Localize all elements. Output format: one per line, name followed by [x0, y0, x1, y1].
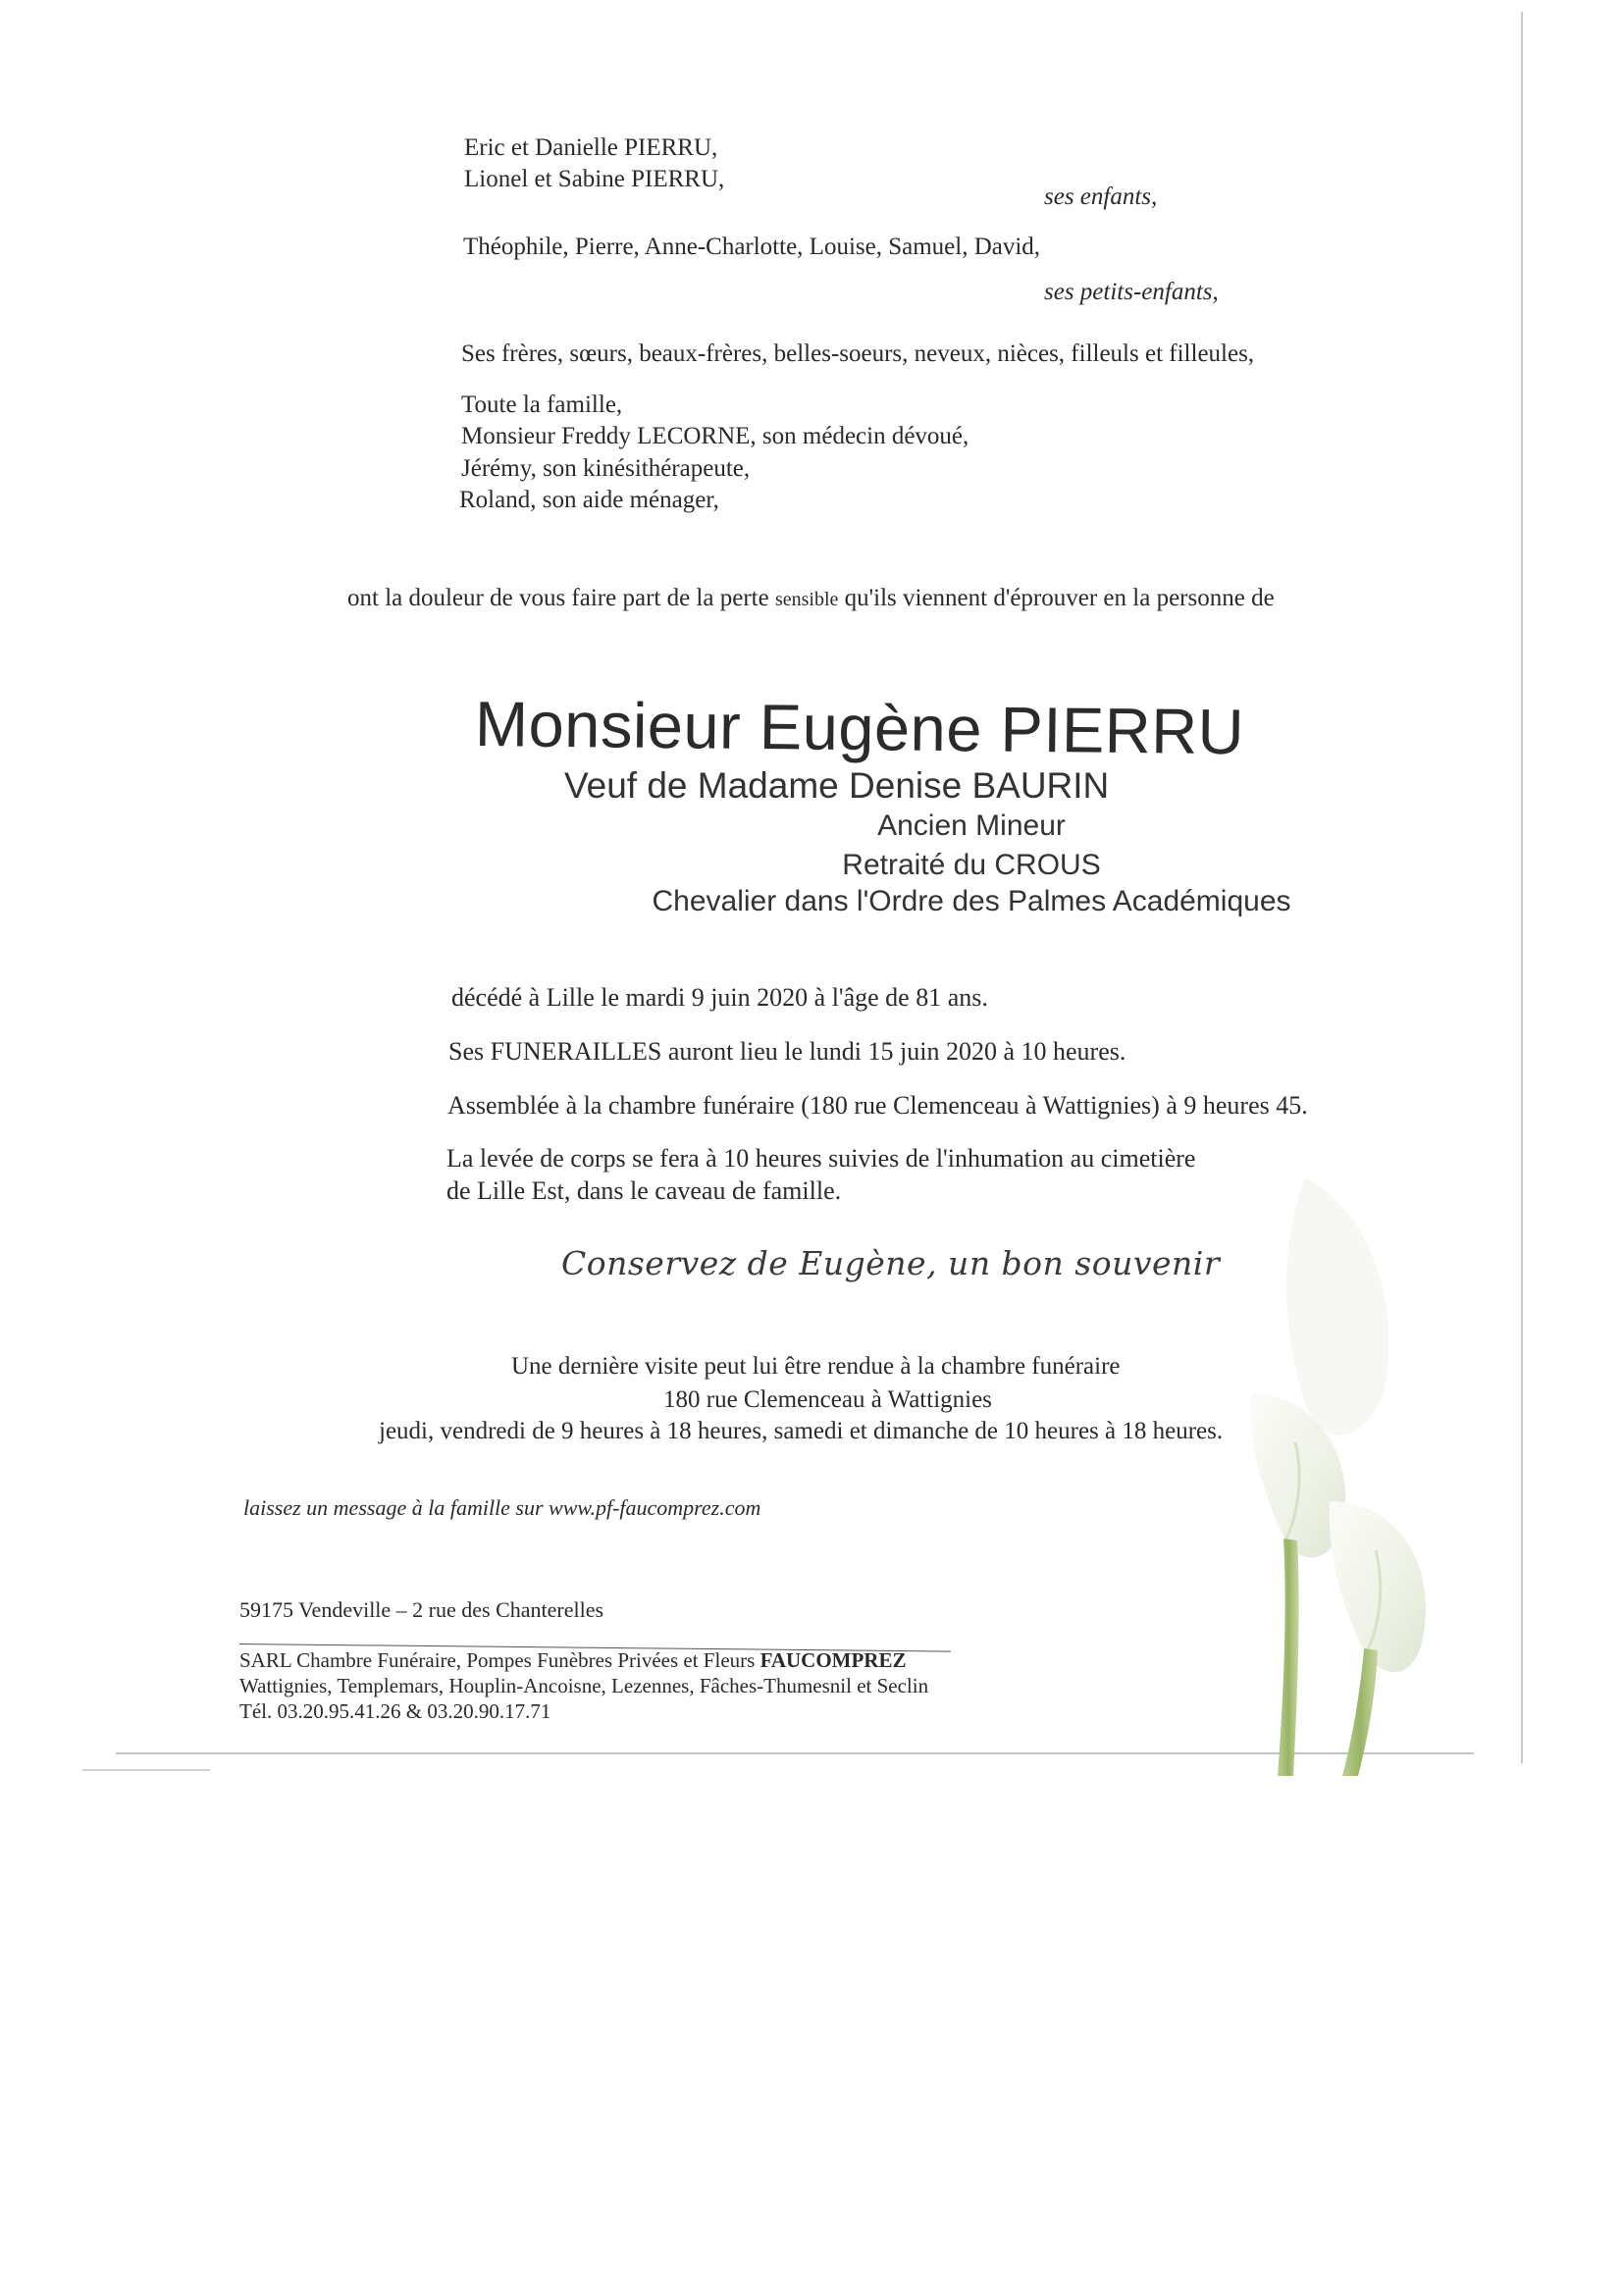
announcement-after: qu'ils viennent d'éprouver en la personne de	[844, 585, 1275, 611]
address-line: 59175 Vendeville – 2 rue des Chanterelles	[239, 1597, 604, 1622]
siblings-line: Ses frères, sœurs, beaux-frères, belles-soeurs, neveux, nièces, filleuls et filleules,	[461, 340, 1255, 367]
children-line-1: Eric et Danielle PIERRU,	[464, 134, 718, 161]
assembly-line: Assemblée à la chambre funéraire (180 rue Clemenceau à Wattignies) à 9 heures 45.	[447, 1091, 1308, 1120]
burial-line-2: de Lille Est, dans le caveau de famille.	[446, 1176, 842, 1205]
company-line-2: Wattignies, Templemars, Houplin-Ancoisne, Lezennes, Fâches-Thumesnil et Seclin	[239, 1674, 929, 1697]
company-name: FAUCOMPREZ	[759, 1648, 907, 1672]
others-line-2: Monsieur Freddy LECORNE, son médecin dévoué,	[461, 423, 969, 449]
deceased-title-2: Retraité du CROUS	[842, 849, 1101, 881]
deceased-title-3: Chevalier dans l'Ordre des Palmes Académiques	[652, 885, 1291, 917]
company-line-1-prefix: SARL Chambre Funéraire, Pompes Funèbres Privées et Fleurs	[239, 1648, 756, 1672]
visit-line-3: jeudi, vendredi de 9 heures à 18 heures, samedi et dimanche de 10 heures à 18 heures.	[379, 1418, 1224, 1444]
deceased-title-1: Ancien Mineur	[877, 809, 1066, 842]
others-line-1: Toute la famille,	[461, 391, 623, 418]
company-line-3: Tél. 03.20.95.41.26 & 03.20.90.17.71	[239, 1699, 551, 1723]
visit-line-1: Une dernière visite peut lui être rendue à la chambre funéraire	[511, 1353, 1121, 1380]
deceased-widower: Veuf de Madame Denise BAURIN	[564, 765, 1110, 806]
announcement-before: ont la douleur de vous faire part de la perte	[347, 585, 769, 611]
funeral-line: Ses FUNERAILLES auront lieu le lundi 15 juin 2020 à 10 heures.	[448, 1037, 1126, 1066]
scan-edge-bottom-left	[82, 1769, 210, 1771]
calla-lily-illustration	[1158, 1148, 1531, 1776]
motto: Conservez de Eugène, un bon souvenir	[561, 1244, 1221, 1282]
message-line: laissez un message à la famille sur www.pf-faucomprez.com	[243, 1495, 761, 1520]
burial-line-1: La levée de corps se fera à 10 heures suivies de l'inhumation au cimetière	[446, 1144, 1196, 1173]
children-caption: ses enfants,	[1044, 183, 1158, 210]
announcement-sensible: sensible	[774, 589, 839, 610]
children-line-2: Lionel et Sabine PIERRU,	[464, 166, 725, 192]
others-line-4: Roland, son aide ménager,	[459, 487, 719, 513]
company-line-1	[239, 1648, 907, 1672]
death-line: décédé à Lille le mardi 9 juin 2020 à l'âge de 81 ans.	[451, 983, 988, 1012]
deceased-name: Monsieur Eugène PIERRU	[474, 688, 1245, 768]
announcement-line	[347, 584, 1275, 614]
grandchildren-caption: ses petits-enfants,	[1044, 279, 1219, 305]
others-line-3: Jérémy, son kinésithérapeute,	[461, 455, 751, 482]
visit-line-2: 180 rue Clemenceau à Wattignies	[663, 1386, 992, 1413]
grandchildren-line: Théophile, Pierre, Anne-Charlotte, Louise, Samuel, David,	[463, 234, 1041, 260]
